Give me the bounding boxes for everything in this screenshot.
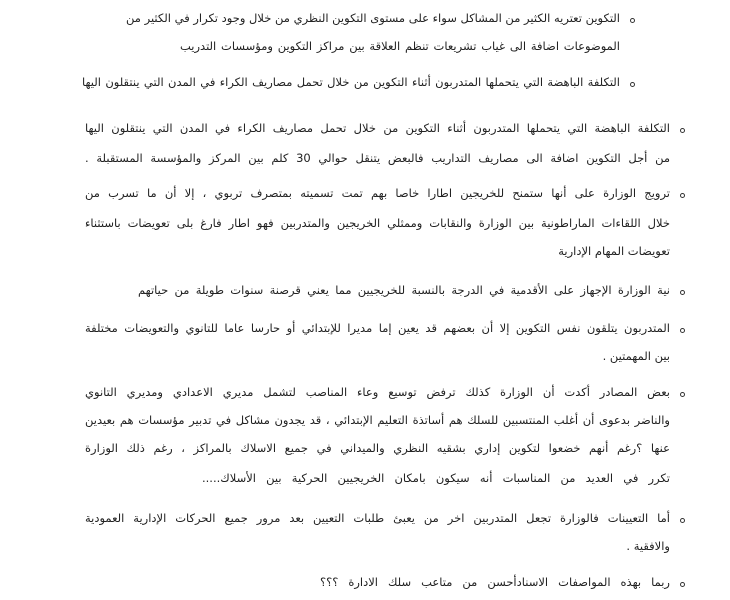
paragraph-line: بين المهمتين . <box>602 349 670 363</box>
paragraph-line: تكرر في العديد من المناسبات أنه سيكون بامكان الخريجيين الحركية بين الأسلاك..... <box>202 471 670 485</box>
bullet-icon <box>680 582 685 587</box>
paragraph-line: نية الوزارة الإجهاز على الأقدمية في الدرجة بالنسبة للخريجيين مما يعني قرصنة سنوات طويلة من حياتهم <box>138 283 670 297</box>
bullet-icon <box>680 328 685 333</box>
paragraph-line: التكلفة الباهضة التي يتحملها المتدربون أثناء التكوين من خلال تحمل مصاريف الكراء في المدن التي ينتقلون اليها <box>85 121 670 135</box>
bullet-icon <box>630 18 635 23</box>
paragraph-line: ترويج الوزارة على أنها ستمنح للخريجين اطارا خاصا بهم تمت تسميته بمتصرف تربوي ، إلا أن ما تسرب من <box>85 186 670 200</box>
bullet-icon <box>680 290 685 295</box>
paragraph-line: تعويضات المهام الإدارية <box>558 244 670 258</box>
paragraph-line: التكلفة الباهضة التي يتحملها المتدربون أثناء التكوين من خلال تحمل مصاريف الكراء في المدن التي ينتقلون اليها <box>82 75 620 89</box>
paragraph-line: المتدربون يتلقون نفس التكوين إلا أن بعضهم قد يعين إما مديرا للإبتدائي أو حارسا عاما للتانوي والتعويضات مختلفة <box>85 321 670 335</box>
bullet-icon <box>680 128 685 133</box>
paragraph-line: من أجل التكوين اضافة الى مصاريف التداريب فالبعض يتنقل حوالي 30 كلم بين المركز والمؤسسة المستقبلة . <box>85 151 670 165</box>
paragraph-line: بعض المصادر أكدت أن الوزارة كذلك ترفض توسيع وعاء المناصب لتشمل مديري الاعدادي ومديري التانوي <box>85 385 670 399</box>
paragraph-line: التكوين تعتريه الكثير من المشاكل سواء على مستوى التكوين النظري من خلال وجود تكرار في الكثير من <box>126 11 620 25</box>
bullet-icon <box>680 193 685 198</box>
paragraph-line: عنها ؟رغم أنهم خضعوا لتكوين إداري بشقيه النظري والميداني في جميع الاسلاك بالمراكز ، رغم ذلك الوزارة <box>85 441 670 455</box>
bullet-icon <box>680 392 685 397</box>
paragraph-line: خلال اللقاءات الماراطونية بين الوزارة والنقابات وممثلي الخريجين والمتدربين فهو اطار فارغ بلى تعويضات باستثناء <box>85 216 670 230</box>
paragraph-line: والناضر بدعوى أن أغلب المنتسبين للسلك هم أساتذة التعليم الإبتدائي ، قد يجدون مشاكل في تدبير مؤسسات هم بعيدين <box>85 413 670 427</box>
paragraph-line: الموضوعات اضافة الى غياب تشريعات تنظم العلاقة بين مراكز التكوين ومؤسسات التدريب <box>180 39 620 53</box>
paragraph-line: ربما بهذه المواصفات الاسنادأحسن من متاعب سلك الادارة ؟؟؟ <box>320 575 670 589</box>
paragraph-line: أما التعيينات فالوزارة تجعل المتدربين اخر من يعبئ طلبات التعيين بعد مرور جميع الحركات الإدارية العمودية <box>85 511 670 525</box>
bullet-icon <box>680 518 685 523</box>
bullet-icon <box>630 82 635 87</box>
paragraph-line: والافقية . <box>626 539 670 553</box>
